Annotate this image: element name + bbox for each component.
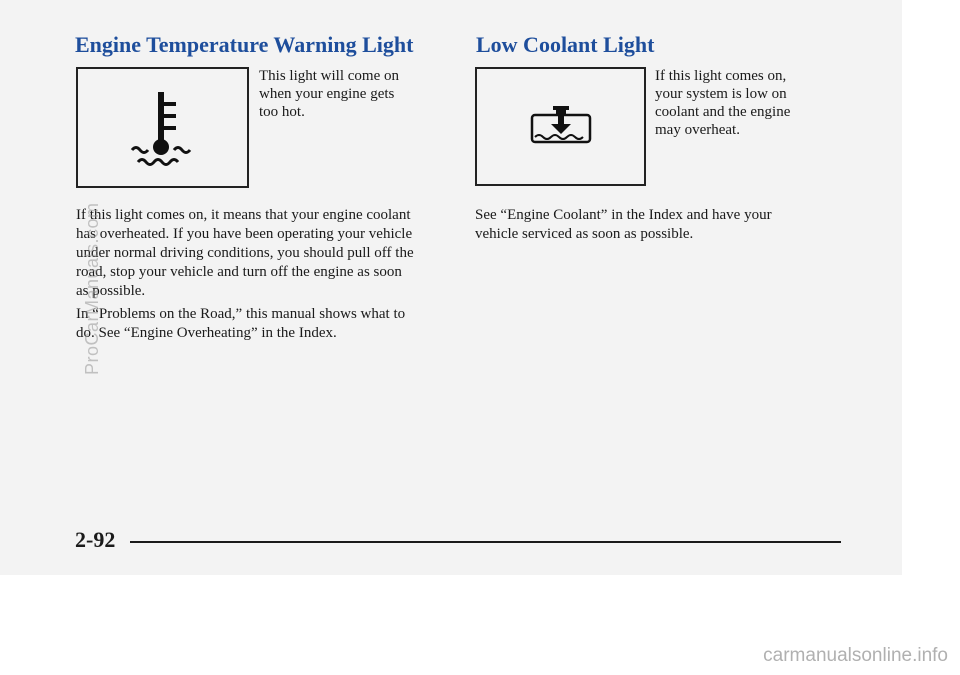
footer-rule	[130, 541, 841, 543]
low-coolant-icon-box	[475, 67, 646, 186]
engine-temperature-side-text: This light will come on when your engine gets too hot.	[259, 68, 399, 120]
low-coolant-heading: Low Coolant Light	[476, 32, 655, 57]
engine-temperature-icon	[122, 84, 202, 174]
page-number: 2-92	[75, 527, 116, 552]
engine-temperature-heading: Engine Temperature Warning Light	[75, 32, 414, 57]
engine-temperature-icon-box	[76, 67, 249, 188]
bottom-watermark: carmanualsonline.info	[763, 645, 948, 666]
engine-temperature-paragraph-2: In “Problems on the Road,” this manual shows what to do. See “Engine Overheating” in the Index.	[76, 306, 406, 341]
low-coolant-side-text: If this light comes on, your system is low on coolant and the engine may overheat.	[655, 68, 791, 138]
low-coolant-paragraph: See “Engine Coolant” in the Index and have your vehicle serviced as soon as possible.	[475, 207, 772, 242]
engine-temperature-paragraph-1: If this light comes on, it means that your engine coolant has overheated. If you have been operating your vehicle under normal driving conditions, you should pull off the road, stop your vehicle and turn off the engine as soon as possible.	[76, 207, 414, 299]
vertical-watermark: ProCarManuals.com	[82, 202, 102, 375]
low-coolant-icon	[526, 102, 596, 152]
